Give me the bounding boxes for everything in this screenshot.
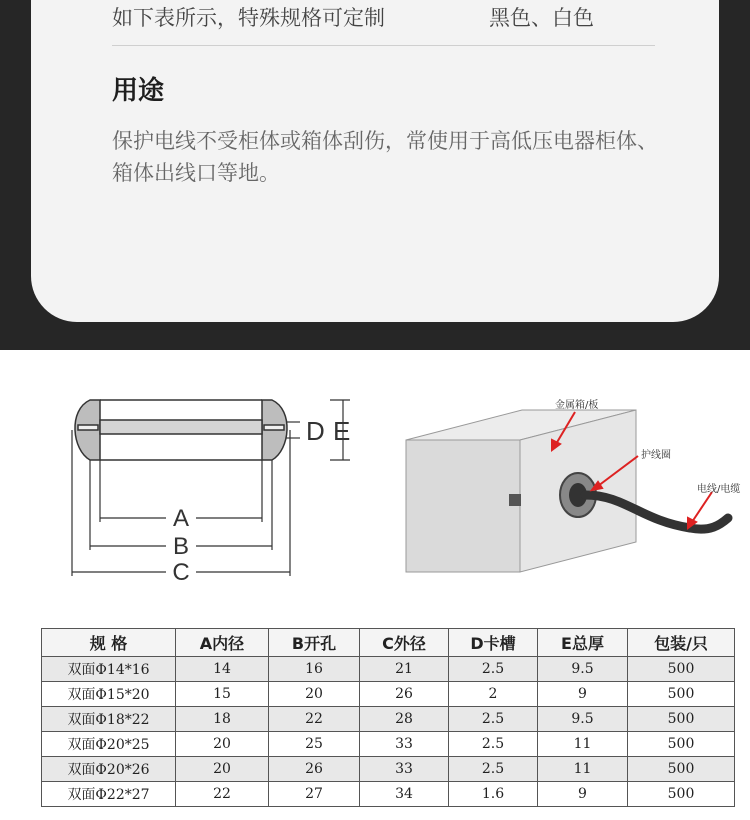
dimension-label-a: A (172, 505, 190, 532)
cell: 11 (538, 732, 628, 757)
col-header: C外径 (360, 629, 449, 657)
col-header: E总厚 (538, 629, 628, 657)
dimension-label-e: E (333, 416, 351, 446)
cell: 26 (269, 757, 360, 782)
cell: 双面Φ20*25 (42, 732, 176, 757)
cell: 500 (628, 732, 735, 757)
cell: 9 (538, 782, 628, 807)
cell: 9.5 (538, 657, 628, 682)
label-metal-box: 金属箱/板 (555, 400, 599, 411)
label-grommet: 护线圈 (641, 450, 671, 461)
spec-customization-note: 如下表所示，特殊规格可定制 (112, 6, 385, 30)
cell: 1.6 (449, 782, 538, 807)
table-row (42, 682, 735, 707)
cell: 11 (538, 757, 628, 782)
table-row (42, 707, 735, 732)
diagram-area (0, 350, 750, 625)
cell: 16 (269, 657, 360, 682)
dimension-label-b: B (172, 533, 190, 560)
cell: 500 (628, 757, 735, 782)
cell: 2.5 (449, 657, 538, 682)
cell: 双面Φ18*22 (42, 707, 176, 732)
cell: 双面Φ20*26 (42, 757, 176, 782)
label-cable: 电线/电缆 (697, 484, 741, 495)
grommet-cross-section (75, 400, 287, 460)
cell: 22 (176, 782, 269, 807)
cell: 2.5 (449, 757, 538, 782)
cell: 22 (269, 707, 360, 732)
grommet-diagram (0, 350, 750, 625)
cell: 500 (628, 657, 735, 682)
cell: 双面Φ14*16 (42, 657, 176, 682)
table-row (42, 782, 735, 807)
cell: 33 (360, 732, 449, 757)
col-header: B开孔 (269, 629, 360, 657)
cell: 2.5 (449, 707, 538, 732)
cell: 双面Φ22*27 (42, 782, 176, 807)
usage-heading: 用途 (112, 76, 165, 106)
color-options: 黑色、白色 (489, 6, 594, 30)
cell: 26 (360, 682, 449, 707)
cell: 25 (269, 732, 360, 757)
col-header: 包装/只 (628, 629, 735, 657)
table-row (42, 757, 735, 782)
cell: 34 (360, 782, 449, 807)
cell: 28 (360, 707, 449, 732)
cell: 20 (176, 732, 269, 757)
cell: 500 (628, 782, 735, 807)
col-header: A内径 (176, 629, 269, 657)
divider (112, 45, 655, 46)
cell: 14 (176, 657, 269, 682)
cell: 15 (176, 682, 269, 707)
col-header: 规 格 (42, 629, 176, 657)
cell: 9.5 (538, 707, 628, 732)
cell: 33 (360, 757, 449, 782)
cell: 双面Φ15*20 (42, 682, 176, 707)
metal-box-illustration (406, 410, 728, 572)
table-row (42, 732, 735, 757)
cell: 20 (176, 757, 269, 782)
cell: 20 (269, 682, 360, 707)
usage-description: 保护电线不受柜体或箱体刮伤，常使用于高低压电器柜体、箱体出线口等地。 (112, 129, 658, 185)
table-header-row (42, 629, 735, 657)
cell: 21 (360, 657, 449, 682)
cell: 27 (269, 782, 360, 807)
cell: 2.5 (449, 732, 538, 757)
cell: 2 (449, 682, 538, 707)
table-row (42, 657, 735, 682)
cell: 500 (628, 707, 735, 732)
spec-table (41, 628, 735, 807)
dimension-label-c: C (172, 559, 190, 586)
cell: 500 (628, 682, 735, 707)
col-header: D卡槽 (449, 629, 538, 657)
cell: 9 (538, 682, 628, 707)
dimension-label-d: D (306, 416, 325, 446)
cell: 18 (176, 707, 269, 732)
